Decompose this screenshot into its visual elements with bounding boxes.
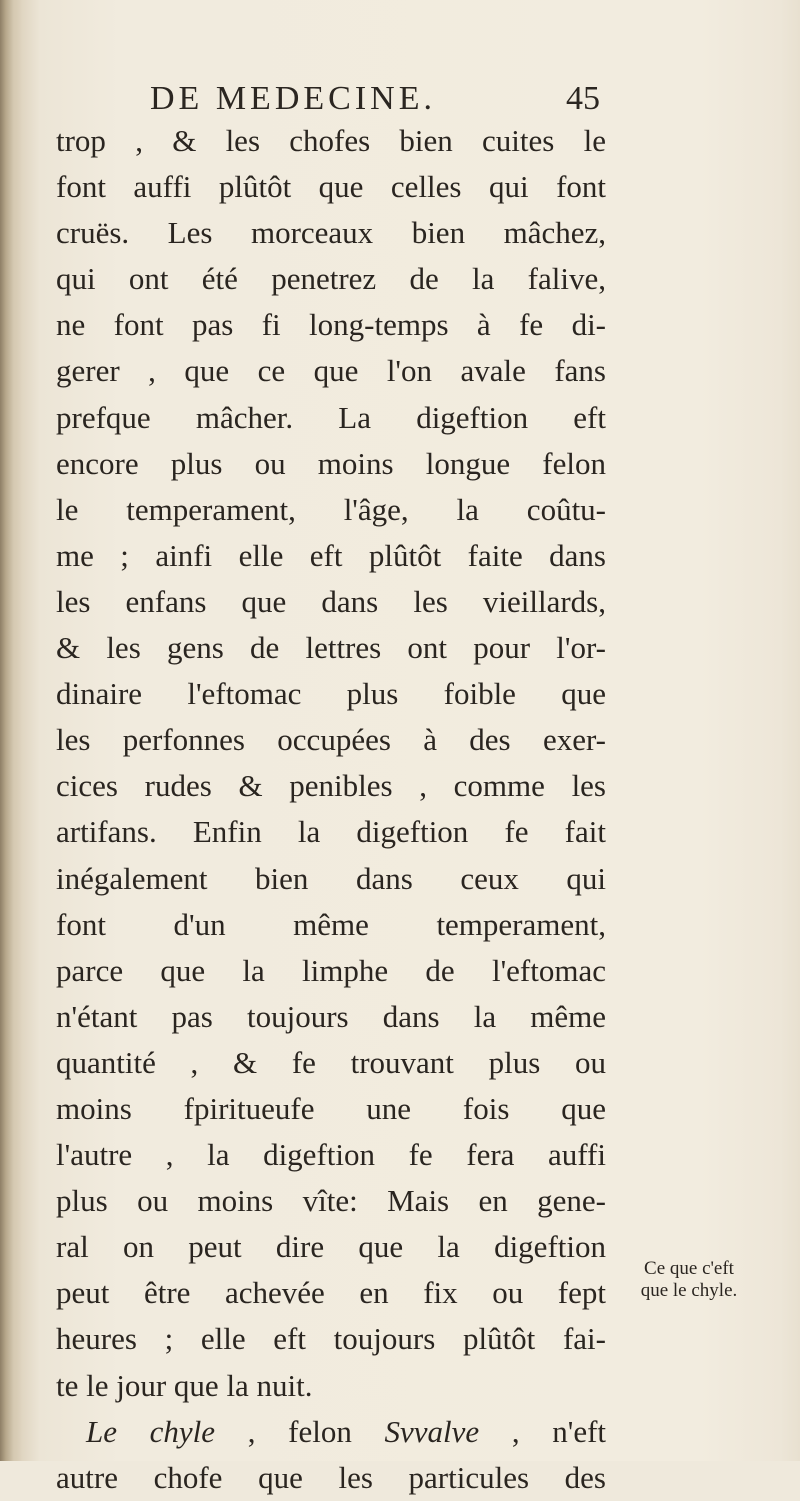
text-line: me ; ainfi elle eft plûtôt faite dans [56, 537, 606, 573]
text-line: heures ; elle eft toujours plûtôt fai- [56, 1321, 606, 1357]
text-line: prefque mâcher. La digeftion eft [56, 399, 606, 435]
text-line: dinaire l'eftomac plus foible que [56, 676, 606, 712]
text-line: parce que la limphe de l'eftomac [56, 952, 606, 988]
text-line: trop , & les chofes bien cuites le [56, 123, 606, 158]
text-line: moins fpiritueufe une fois que [56, 1090, 606, 1126]
text-line: peut être achevée en fix ou fept [56, 1275, 606, 1311]
text-line: font d'un même temperament, [56, 906, 606, 942]
text-line: les perfonnes occupées à des exer- [56, 722, 606, 758]
text-line: cruës. Les morceaux bien mâchez, [56, 215, 606, 251]
text-line: n'étant pas toujours dans la même [56, 998, 606, 1034]
chyle-term: Le chyle [86, 1413, 216, 1449]
chyle-connector: , felon [215, 1413, 385, 1449]
text-line: l'autre , la digeftion fe fera auffi [56, 1137, 606, 1173]
text-line: gerer , que ce que l'on avale fans [56, 353, 606, 389]
margin-note-line: que le chyle. [640, 1280, 738, 1301]
text-line: inégalement bien dans ceux qui [56, 860, 606, 896]
margin-note-line: Ce que c'eft [644, 1258, 734, 1279]
author-name: Svvalve [384, 1413, 480, 1449]
text-line: quantité , & fe trouvant plus ou [56, 1044, 606, 1080]
body-text [56, 118, 606, 1501]
page-binding-edge [0, 0, 22, 1461]
running-title: DE MEDECINE. [150, 80, 436, 117]
text-line: encore plus ou moins longue felon [56, 445, 606, 481]
text-line: ne font pas fi long-temps à fe di- [56, 307, 606, 343]
text-line: & les gens de lettres ont pour l'or- [56, 630, 606, 666]
text-line: ral on peut dire que la digeftion [56, 1229, 606, 1265]
margin-note [604, 1258, 774, 1302]
text-line: font auffi plûtôt que celles qui font [56, 169, 606, 205]
text-line: les enfans que dans les vieillards, [56, 583, 606, 619]
chyle-paragraph-first-line [56, 1409, 606, 1455]
text-line: plus ou moins vîte: Mais en gene- [56, 1183, 606, 1219]
text-line: artifans. Enfin la digeftion fe fait [56, 814, 606, 850]
chyle-line-rest: , n'eft [479, 1413, 606, 1449]
text-line: autre chofe que les particules des [56, 1459, 606, 1495]
text-line: qui ont été penetrez de la falive, [56, 261, 606, 297]
text-line: cices rudes & penibles , comme les [56, 768, 606, 804]
text-line: le temperament, l'âge, la coûtu- [56, 491, 606, 527]
page-number: 45 [566, 80, 600, 117]
text-line: te le jour que la nuit. [56, 1367, 313, 1403]
